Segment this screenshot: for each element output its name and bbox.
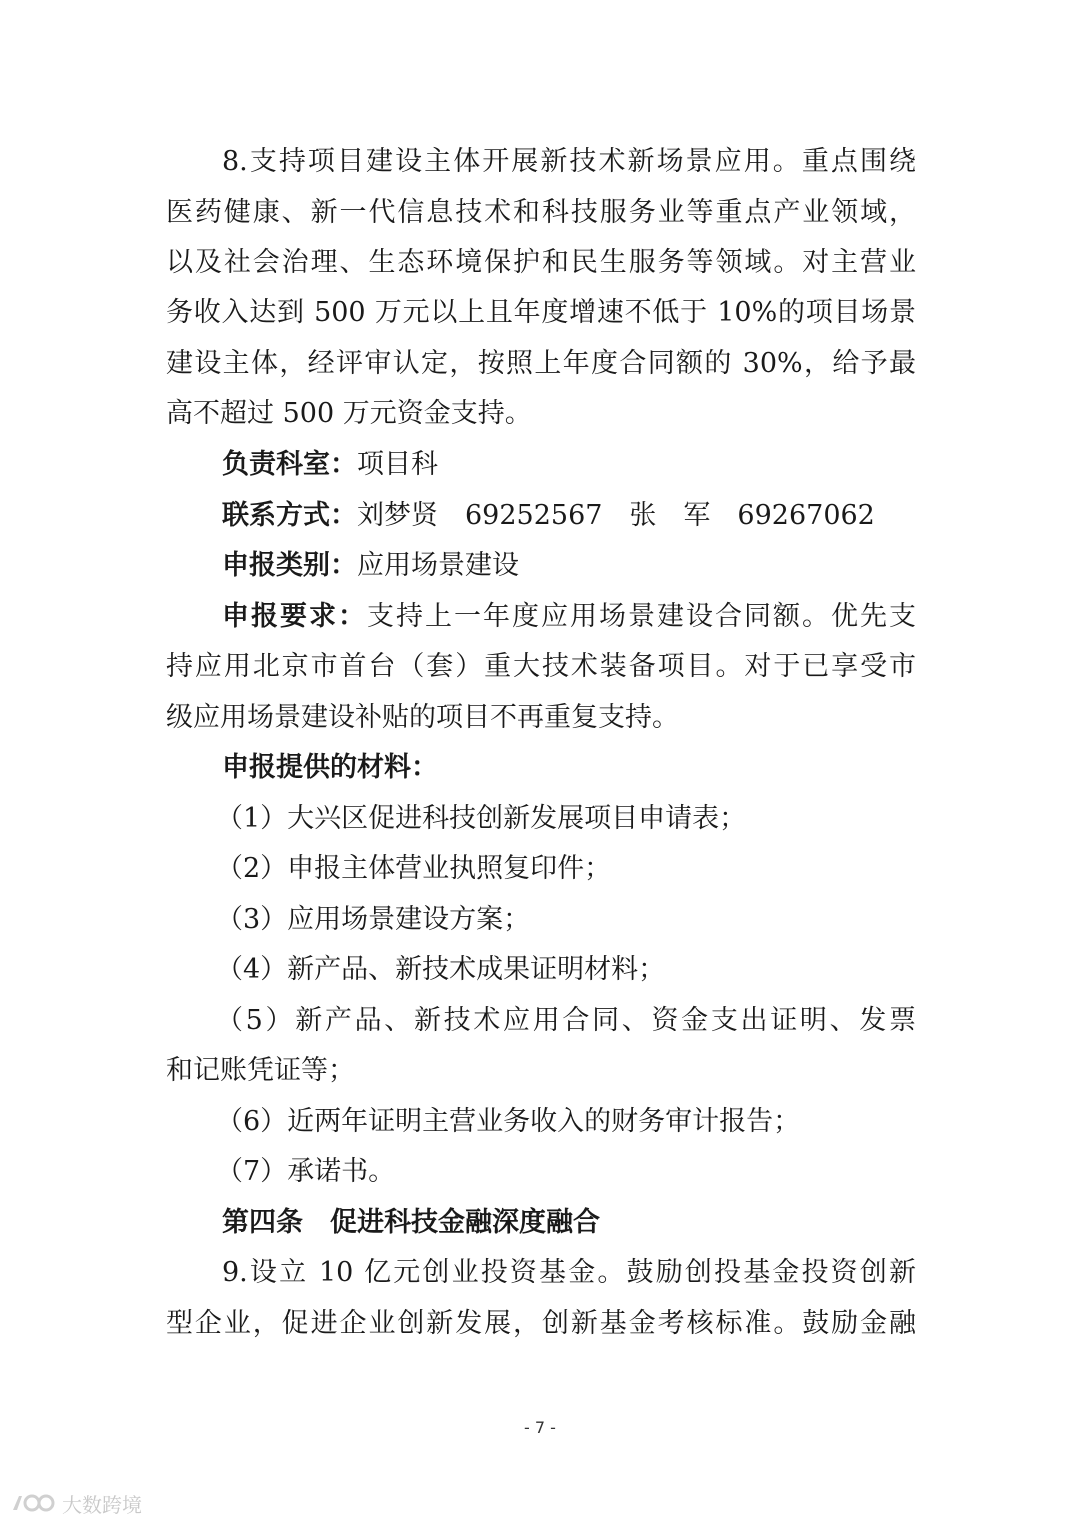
materials-heading: 申报提供的材料： (222, 752, 438, 783)
list-item: （1）大兴区促进科技创新发展项目申请表； (216, 803, 747, 834)
list-item: （6）近两年证明主营业务收入的财务审计报告； (216, 1106, 801, 1137)
article-heading: 第四条 促进科技金融深度融合 (222, 1207, 600, 1238)
paragraph-line: 务收入达到 500 万元以上且年度增速不低于 10%的项目场景 (166, 297, 916, 328)
paragraph-line: 医药健康、新一代信息技术和科技服务业等重点产业领域， (166, 197, 916, 228)
paragraph-line: 以及社会治理、生态环境保护和民生服务等领域。对主营业 (166, 247, 916, 278)
watermark-text: 大数跨境 (62, 1492, 142, 1517)
contact-row (222, 496, 916, 536)
paragraph-line: 8.支持项目建设主体开展新技术新场景应用。重点围绕 (222, 146, 916, 177)
list-item: （5）新产品、新技术应用合同、资金支出证明、发票 (216, 1005, 916, 1036)
watermark (10, 1490, 142, 1516)
paragraph-line: 9.设立 10 亿元创业投资基金。鼓励创投基金投资创新 (222, 1257, 916, 1288)
watermark-logo-icon (10, 1492, 56, 1514)
dept-value: 项目科 (357, 449, 438, 480)
list-item-continued: 和记账凭证等； (166, 1055, 355, 1086)
category-row (222, 546, 916, 586)
dept-row (222, 445, 916, 485)
list-item: （4）新产品、新技术成果证明材料； (216, 954, 666, 985)
list-item: （7）承诺书。 (216, 1156, 396, 1187)
requirement-label: 申报要求： (222, 601, 367, 632)
category-label: 申报类别： (222, 550, 357, 581)
contact-label: 联系方式： (222, 500, 357, 531)
list-item: （3）应用场景建设方案； (216, 904, 531, 935)
requirement-row (222, 597, 916, 637)
list-item: （2）申报主体营业执照复印件； (216, 853, 612, 884)
category-value: 应用场景建设 (357, 550, 519, 581)
paragraph-line: 高不超过 500 万元资金支持。 (166, 398, 532, 429)
contact-value: 刘梦贤 69252567 张 军 69267062 (357, 500, 875, 531)
dept-label: 负责科室： (222, 449, 357, 480)
requirement-text: 支持上一年度应用场景建设合同额。优先支 (367, 601, 916, 632)
page-number: - 7 - (524, 1418, 556, 1437)
paragraph-line: 级应用场景建设补贴的项目不再重复支持。 (166, 702, 679, 733)
paragraph-line: 持应用北京市首台（套）重大技术装备项目。对于已享受市 (166, 651, 916, 682)
paragraph-line: 型企业，促进企业创新发展，创新基金考核标准。鼓励金融 (166, 1308, 916, 1339)
paragraph-line: 建设主体，经评审认定，按照上年度合同额的 30%，给予最 (166, 348, 916, 379)
